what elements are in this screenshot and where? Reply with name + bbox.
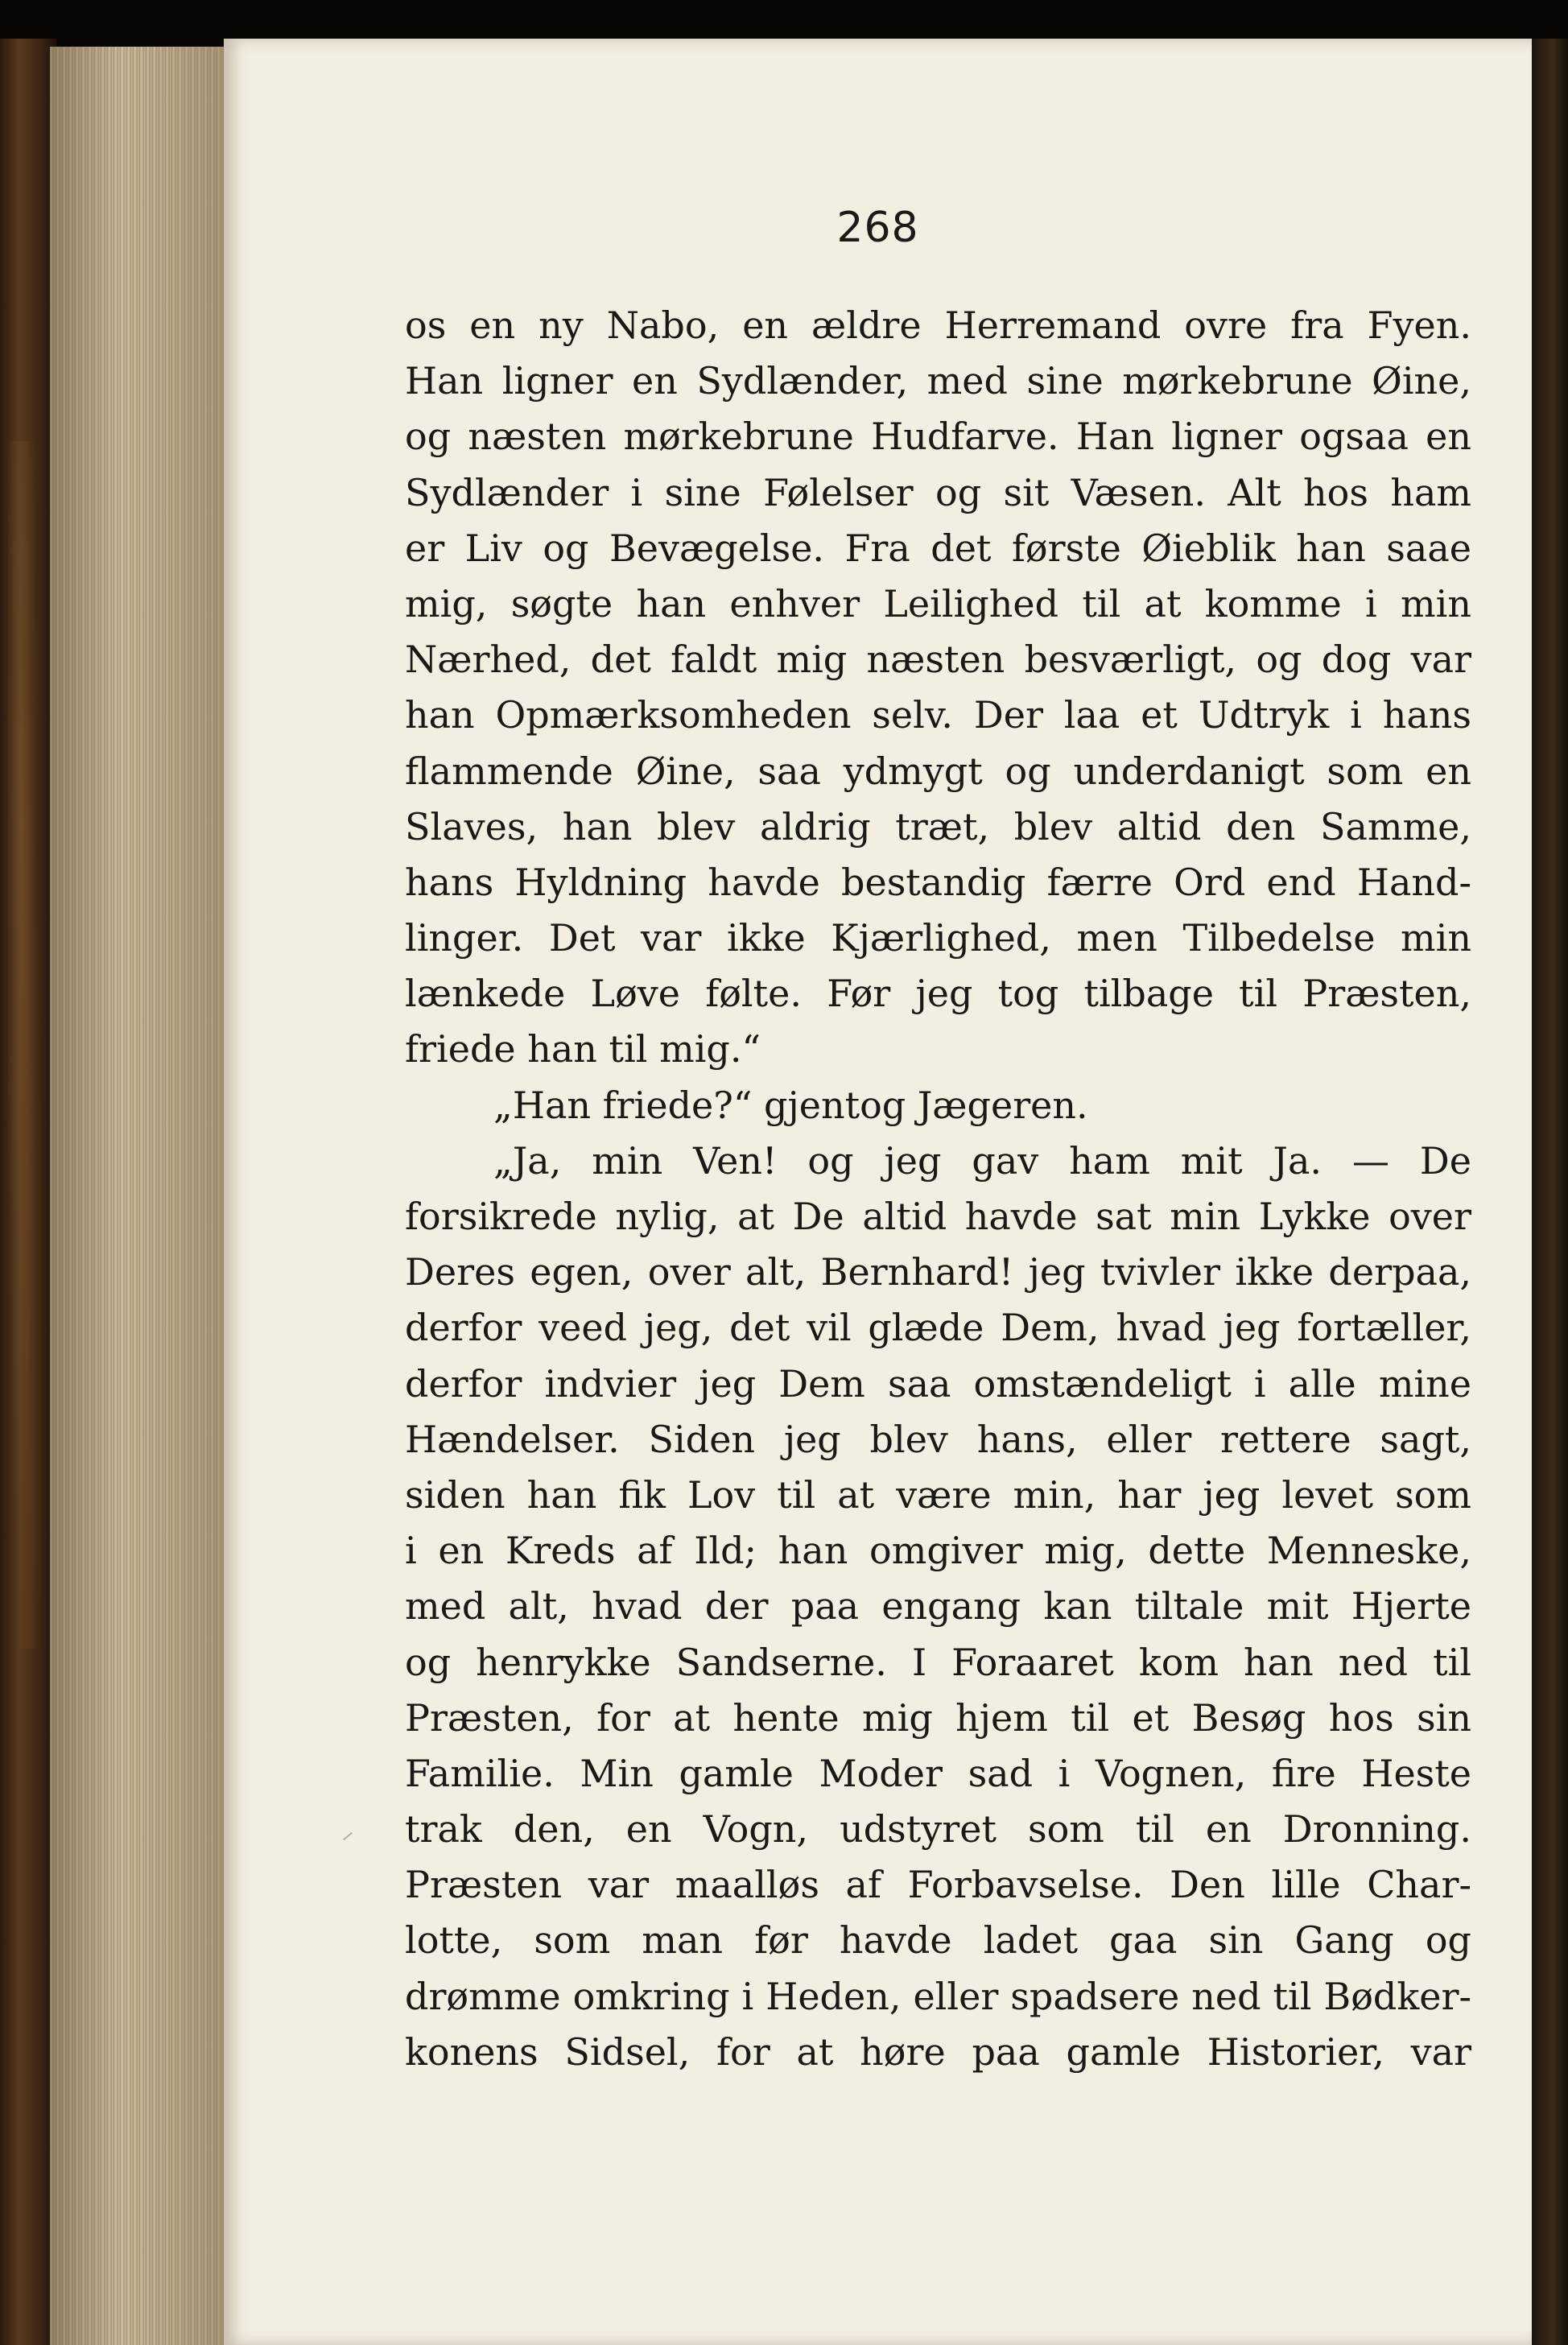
book-page xyxy=(224,39,1532,2345)
text-line: Sydlænder i sine Følelser og sit Væsen. Alt hos ham xyxy=(405,470,1471,514)
text-line: konens Sidsel, for at høre paa gamle Historier, var xyxy=(405,2029,1471,2074)
text-line: flammende Øine, saa ydmygt og underdanigt som en xyxy=(405,749,1471,793)
text-line: friede han til mig.“ xyxy=(405,1027,761,1071)
text-line: siden han fik Lov til at være min, har jeg levet som xyxy=(405,1472,1471,1517)
text-line: Han ligner en Sydlænder, med sine mørkebrune Øine, xyxy=(405,359,1471,403)
text-line: trak den, en Vogn, udstyret som til en Dronning. xyxy=(405,1807,1471,1852)
text-line: med alt, hvad der paa engang kan tiltale mit Hjerte xyxy=(405,1584,1471,1629)
text-line: forsikrede nylig, at De altid havde sat min Lykke over xyxy=(405,1195,1471,1238)
text-line: derfor veed jeg, det vil glæde Dem, hvad jeg fortæller, xyxy=(405,1306,1471,1350)
text-line: hans Hyldning havde bestandig færre Ord end Hand- xyxy=(405,860,1471,904)
text-line: er Liv og Bevægelse. Fra det første Øieblik han saae xyxy=(405,526,1471,570)
text-line: derfor indvier jeg Dem saa omstændeligt i alle mine xyxy=(405,1361,1471,1406)
text-line: Deres egen, over alt, Bernhard! jeg tvivler ikke derpaa, xyxy=(405,1250,1471,1294)
text-line: drømme omkring i Heden, eller spadsere ned til Bødker- xyxy=(405,1974,1471,2018)
text-line: Præsten, for at hente mig hjem til et Besøg hos sin xyxy=(405,1695,1471,1740)
text-line: „Han friede?“ gjentog Jægeren. xyxy=(493,1083,1088,1127)
page-stack-edge xyxy=(50,47,227,2345)
text-line: og henrykke Sandserne. I Foraaret kom han ned til xyxy=(405,1640,1471,1684)
text-line: „Ja, min Ven! og jeg gav ham mit Ja. — De xyxy=(493,1138,1471,1183)
binding-right-edge xyxy=(1532,39,1568,2345)
text-line: lotte, som man før havde ladet gaa sin Gang og xyxy=(405,1918,1471,1963)
text-line: Præsten var maalløs af Forbavselse. Den lille Char- xyxy=(405,1863,1471,1907)
stray-mark xyxy=(343,1832,353,1841)
book-cover-edge xyxy=(0,39,56,2345)
text-line: linger. Det var ikke Kjærlighed, men Tilbedelse min xyxy=(405,916,1471,960)
text-line: lænkede Løve følte. Før jeg tog tilbage til Præsten, xyxy=(405,972,1471,1016)
text-line: han Opmærksomheden selv. Der laa et Udtryk i hans xyxy=(405,693,1471,737)
text-line: mig, søgte han enhver Leilighed til at komme i min xyxy=(405,581,1471,625)
text-line: os en ny Nabo, en ældre Herremand ovre fra Fyen. xyxy=(405,303,1471,347)
text-line: Nærhed, det faldt mig næsten besværligt, og dog var xyxy=(405,638,1471,682)
page-number: 268 xyxy=(836,204,919,252)
body-text xyxy=(405,298,1471,2080)
text-line: Slaves, han blev aldrig træt, blev altid den Samme, xyxy=(405,804,1471,848)
text-line: og næsten mørkebrune Hudfarve. Han ligner ogsaa en xyxy=(405,415,1471,459)
text-line: Hændelser. Siden jeg blev hans, eller rettere sagt, xyxy=(405,1417,1471,1461)
text-line: Familie. Min gamle Moder sad i Vognen, fire Heste xyxy=(405,1751,1471,1795)
text-line: i en Kreds af Ild; han omgiver mig, dette Menneske, xyxy=(405,1529,1471,1573)
